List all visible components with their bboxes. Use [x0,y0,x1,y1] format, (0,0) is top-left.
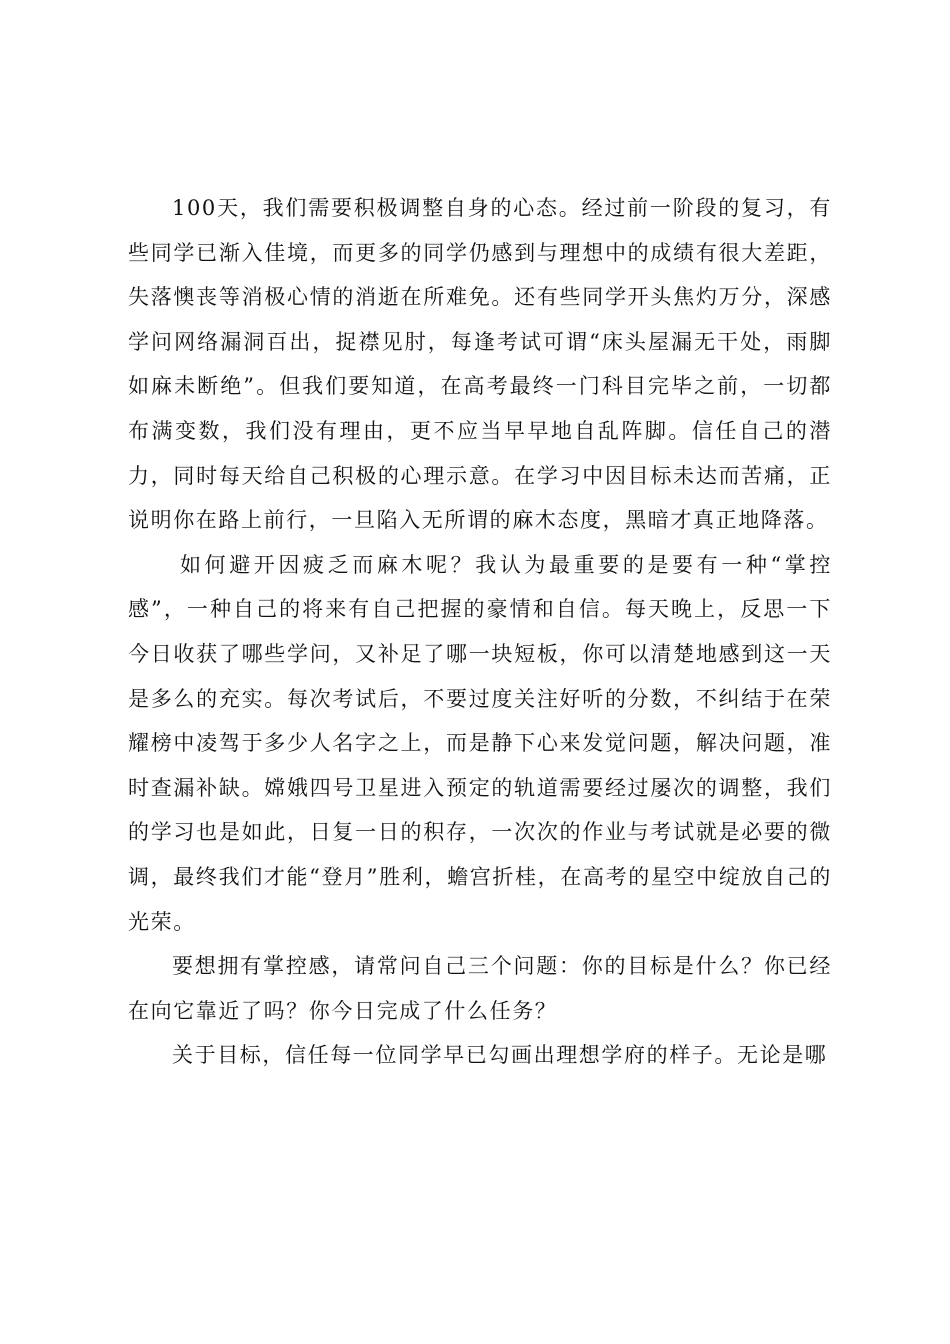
paragraph-2: 如何避开因疲乏而麻木呢？我认为最重要的是要有一种“掌控感”，一种自己的将来有自己把握的豪情和自信。每天晚上，反思一下今日收获了哪些学问，又补足了哪一块短板，你可以清楚地感到这一天是多么的充实。每次考试后，不要过度关注好听的分数，不纠结于在荣耀榜中凌驾于多少人名字之上，而是静下心来发觉问题，解决问题，准时查漏补缺。嫦娥四号卫星进入预定的轨道需要经过屡次的调整，我们的学习也是如此，日复一日的积存，一次次的作业与考试就是必要的微调，最终我们才能“登月”胜利，蟾宫折桂，在高考的星空中绽放自己的光荣。 [128,552,832,934]
document-body [128,186,832,1078]
paragraph-3: 要想拥有掌控感，请常问自己三个问题：你的目标是什么？你已经在向它靠近了吗？你今日完成了什么任务？ [128,954,832,1023]
paragraph-4: 关于目标，信任每一位同学早已勾画出理想学府的样子。无论是哪 [172,1043,828,1068]
paragraph-1: 100天，我们需要积极调整自身的心态。经过前一阶段的复习，有些同学已渐入佳境，而更多的同学仍感到与理想中的成绩有很大差距，失落懊丧等消极心情的消逝在所难免。还有些同学开头焦灼万分，深感学问网络漏洞百出，捉襟见肘，每逢考试可谓“床头屋漏无干处，雨脚如麻未断绝”。但我们要知道，在高考最终一门科目完毕之前，一切都布满变数，我们没有理由，更不应当早早地自乱阵脚。信任自己的潜力，同时每天给自己积极的心理示意。在学习中因目标未达而苦痛，正说明你在路上前行，一旦陷入无所谓的麻木态度，黑暗才真正地降落。 [128,196,832,533]
